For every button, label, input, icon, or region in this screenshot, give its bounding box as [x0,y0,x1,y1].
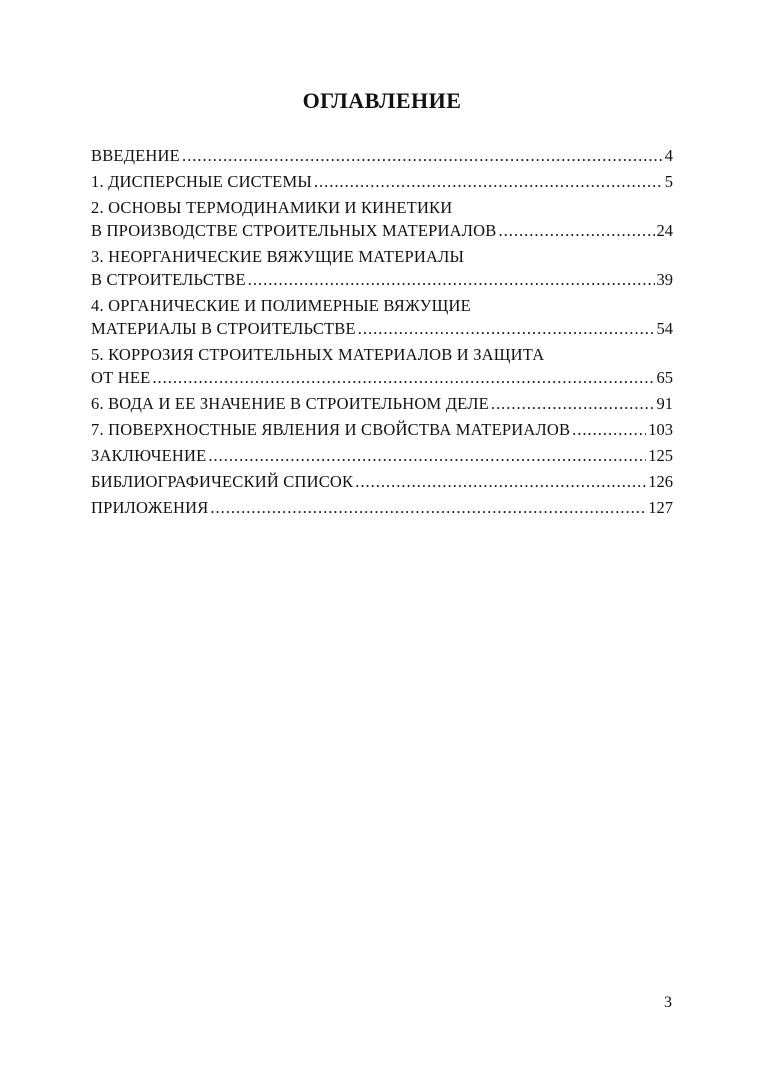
toc-entry-page: 5 [664,172,673,191]
page-title: ОГЛАВЛЕНИЕ [302,88,462,113]
toc-entry-page: 54 [656,319,673,338]
toc-entry-chapter-3[interactable] [91,245,673,291]
toc-entry-page: 127 [648,498,673,517]
toc-entry-title-line-1: 5. КОРРОЗИЯ СТРОИТЕЛЬНЫХ МАТЕРИАЛОВ И ЗАЩИТА [91,345,545,364]
toc-entry-page: 126 [648,472,673,491]
toc-entry-page: 4 [664,146,673,165]
toc-entry-bibliography[interactable] [91,470,673,493]
dot-leader [210,496,646,519]
toc-entry-title: 6. ВОДА И ЕЕ ЗНАЧЕНИЕ В СТРОИТЕЛЬНОМ ДЕЛЕ [91,394,489,413]
toc-entry-title: ПРИЛОЖЕНИЯ [91,498,209,517]
dot-leader [358,317,655,340]
toc-entry-title: ВВЕДЕНИЕ [91,146,180,165]
toc-entry-title: 7. ПОВЕРХНОСТНЫЕ ЯВЛЕНИЯ И СВОЙСТВА МАТЕРИАЛОВ [91,420,571,439]
toc-entry-conclusion[interactable] [91,444,673,467]
dot-leader [314,170,663,193]
toc-entry-title: 1. ДИСПЕРСНЫЕ СИСТЕМЫ [91,172,312,191]
toc-entry-title-line-2: В СТРОИТЕЛЬСТВЕ [91,270,246,289]
dot-leader [491,392,655,415]
table-of-contents [91,144,673,522]
toc-entry-title-line-2: МАТЕРИАЛЫ В СТРОИТЕЛЬСТВЕ [91,319,356,338]
toc-entry-appendices[interactable] [91,496,673,519]
toc-entry-chapter-7[interactable] [91,418,673,441]
dot-leader [355,470,646,493]
toc-entry-introduction[interactable] [91,144,673,167]
dot-leader [152,366,654,389]
toc-entry-title: БИБЛИОГРАФИЧЕСКИЙ СПИСОК [91,472,354,491]
dot-leader [182,144,663,167]
toc-entry-page: 39 [656,270,673,289]
dot-leader [572,418,646,441]
toc-entry-title: ЗАКЛЮЧЕНИЕ [91,446,207,465]
toc-entry-title-line-1: 2. ОСНОВЫ ТЕРМОДИНАМИКИ И КИНЕТИКИ [91,198,453,217]
toc-entry-chapter-1[interactable] [91,170,673,193]
toc-entry-title-line-1: 3. НЕОРГАНИЧЕСКИЕ ВЯЖУЩИЕ МАТЕРИАЛЫ [91,247,465,266]
toc-entry-chapter-4[interactable] [91,294,673,340]
toc-entry-title-line-1: 4. ОРГАНИЧЕСКИЕ И ПОЛИМЕРНЫЕ ВЯЖУЩИЕ [91,296,471,315]
toc-entry-title-line-2: В ПРОИЗВОДСТВЕ СТРОИТЕЛЬНЫХ МАТЕРИАЛОВ [91,221,497,240]
toc-entry-page: 24 [656,221,673,240]
page-number: 3 [664,994,672,1011]
toc-entry-page: 103 [648,420,673,439]
dot-leader [248,268,655,291]
toc-entry-page: 125 [648,446,673,465]
toc-entry-page: 91 [656,394,673,413]
dot-leader [498,219,654,242]
toc-entry-page: 65 [656,368,673,387]
toc-entry-chapter-2[interactable] [91,196,673,242]
toc-entry-chapter-5[interactable] [91,343,673,389]
toc-entry-title-line-2: ОТ НЕЕ [91,368,151,387]
toc-entry-chapter-6[interactable] [91,392,673,415]
dot-leader [208,444,646,467]
